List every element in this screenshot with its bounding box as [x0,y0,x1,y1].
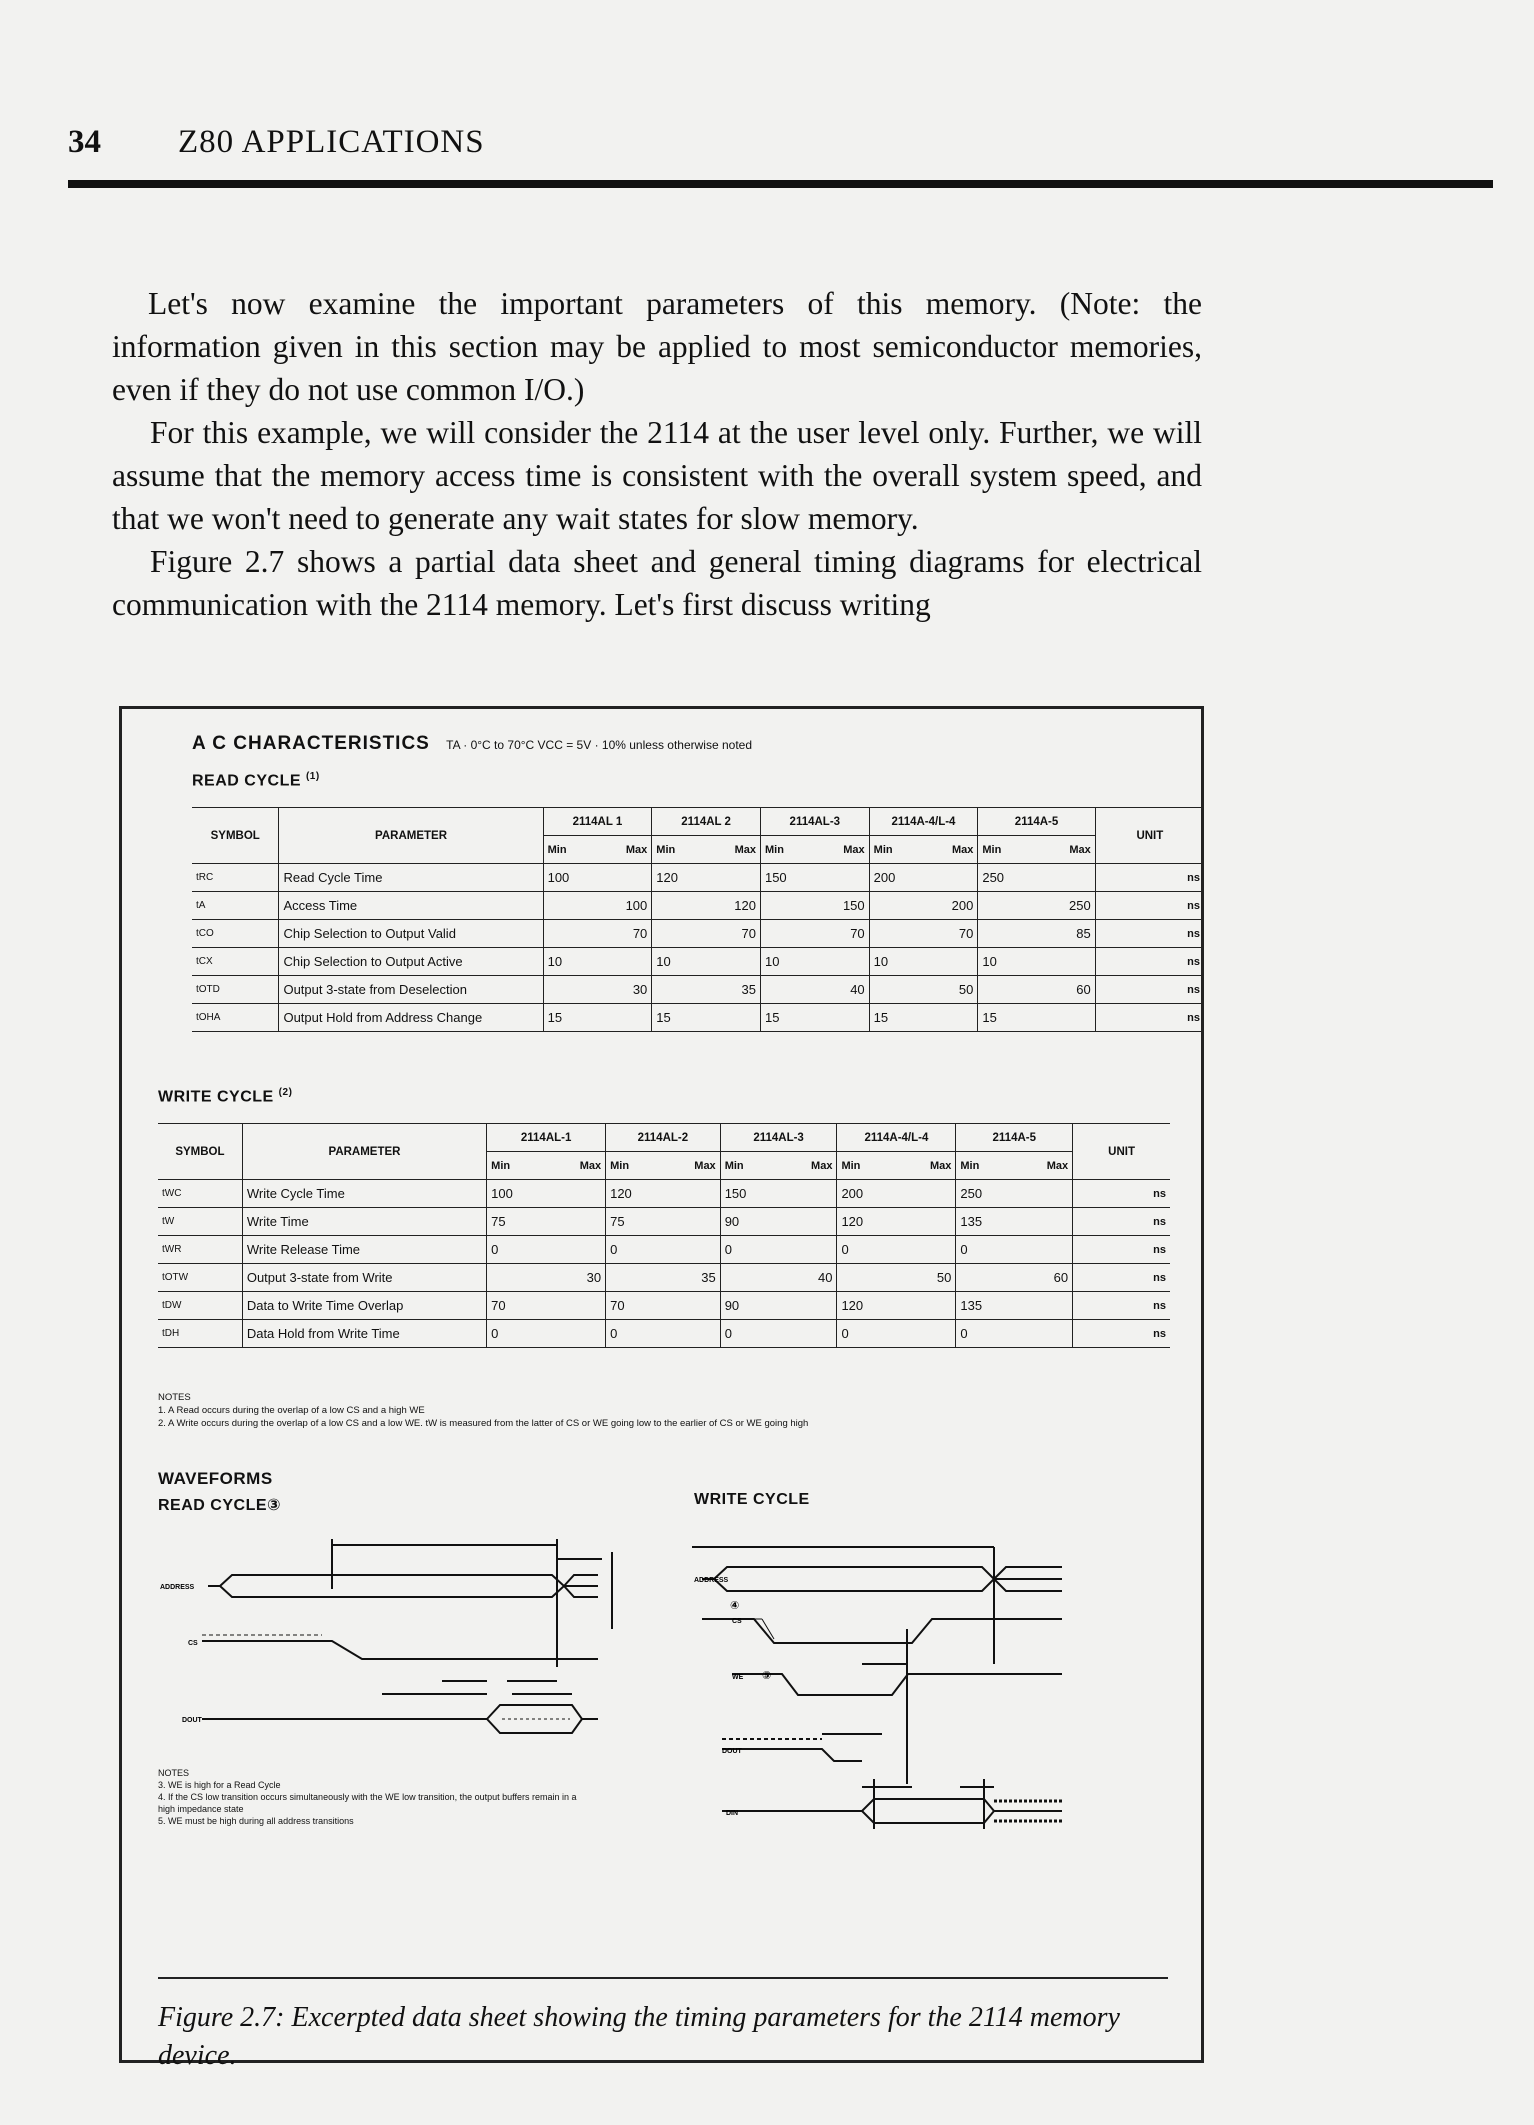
symbol-cell: tOHA [192,1004,279,1032]
symbol-cell: tRC [192,864,279,892]
wf-note: 3. WE is high for a Read Cycle [158,1780,281,1790]
wf-read-note-ref: ③ [267,1497,282,1514]
min-value: 10 [656,954,671,969]
write-cycle-note-ref: (2) [278,1087,293,1098]
parameter-cell: Read Cycle Time [279,864,543,892]
min-value: 135 [960,1214,983,1229]
paragraph: Figure 2.7 shows a partial data sheet and general timing diagrams for electrical communication with the 2114 memory. Let's first discuss writing [112,544,1202,622]
unit-cell: ns [1073,1320,1170,1348]
max-value: 250 [1069,898,1091,913]
min-value: 0 [960,1242,968,1257]
ac-title: A C CHARACTERISTICS [192,733,430,754]
min-value: 75 [610,1214,625,1229]
min-value: 90 [724,1298,740,1313]
min-value: 15 [547,1010,563,1025]
write-din-bus [722,1799,994,1823]
device-header: 2114A-5 [956,1124,1073,1152]
device-header: 2114AL-3 [760,808,869,836]
running-header-title: Z80 APPLICATIONS [178,124,485,160]
min-value: 15 [873,1010,889,1025]
body-text [112,282,1202,626]
device-header: 2114AL 1 [543,808,652,836]
max-value: 70 [958,926,974,941]
min-label: Min [982,843,1002,856]
table-notes-title: NOTES [158,1392,191,1403]
parameter-cell: Chip Selection to Output Valid [279,920,543,948]
page-number: 34 [68,124,101,160]
unit-cell: ns [1073,1208,1170,1236]
parameter-cell: Output 3-state from Write [242,1264,486,1292]
col-parameter: PARAMETER [279,808,543,864]
col-parameter: PARAMETER [242,1124,486,1180]
wf-note4-ref: ④ [730,1600,740,1612]
max-label: Max [843,843,865,856]
symbol-cell: tA [192,892,279,920]
max-value: 50 [958,982,974,997]
ac-conditions: TA · 0°C to 70°C VCC = 5V · 10% unless otherwise noted [446,738,752,752]
device-header: 2114A-5 [978,808,1095,836]
figure-caption: Figure 2.7: Excerpted data sheet showing the timing parameters for the 2114 memory device. [158,2002,1120,2071]
symbol-cell: tW [158,1208,242,1236]
max-value: 150 [842,898,865,913]
min-label: Min [724,1159,744,1172]
parameter-cell: Output 3-state from Deselection [279,976,543,1004]
waveform-notes [158,1767,588,1827]
wf-note: 5. WE must be high during all address transitions [158,1816,354,1826]
min-value: 150 [724,1186,747,1201]
col-unit: UNIT [1073,1124,1170,1180]
min-value: 100 [547,870,570,885]
caption-rule [158,1977,1168,1979]
min-value: 200 [841,1186,864,1201]
min-value: 75 [491,1214,506,1229]
max-value: 100 [625,898,648,913]
table-note: 2. A Write occurs during the overlap of a low CS and a low WE. tW is measured from the latter of CS or WE going low to the earlier of CS or WE going high [158,1418,809,1429]
wf-notes-title: NOTES [158,1768,190,1778]
max-value: 35 [741,982,756,997]
header-rule [68,180,1493,188]
symbol-cell: tCX [192,948,279,976]
unit-cell: ns [1073,1180,1170,1208]
min-value: 0 [491,1326,499,1341]
min-value: 0 [841,1326,849,1341]
min-value: 90 [724,1214,740,1229]
wf-note5-ref: ⑤ [762,1670,772,1682]
parameter-cell: Data Hold from Write Time [242,1320,486,1348]
max-value: 60 [1076,982,1091,997]
write-we-line [732,1674,1062,1695]
min-value: 120 [841,1214,864,1229]
min-value: 10 [873,954,889,969]
min-value: 200 [873,870,896,885]
symbol-cell: tWR [158,1236,242,1264]
max-label: Max [1046,1159,1069,1172]
min-label: Min [491,1159,511,1172]
max-label: Max [811,1159,833,1172]
wf-read-dout-label: DOUT [182,1717,202,1724]
max-label: Max [579,1159,602,1172]
wf-note: 4. If the CS low transition occurs simultaneously with the WE low transition, the output buffers remain in a high impedance state [158,1792,577,1814]
device-header: 2114AL-1 [487,1124,606,1152]
max-label: Max [694,1159,716,1172]
waveform-diagrams [122,709,1207,2066]
write-cs-line [702,1619,1062,1643]
write-dout-line [722,1749,862,1761]
min-value: 120 [610,1186,632,1201]
wf-write-title: WRITE CYCLE [694,1491,810,1508]
min-value: 0 [960,1326,968,1341]
min-value: 0 [841,1242,849,1257]
parameter-cell: Write Cycle Time [242,1180,486,1208]
max-label: Max [1069,843,1091,856]
min-value: 10 [547,954,563,969]
max-label: Max [929,1159,952,1172]
device-header: 2114AL 2 [652,808,761,836]
max-value: 70 [850,926,865,941]
min-value: 250 [982,870,1005,885]
min-label: Min [656,843,676,856]
unit-cell: ns [1073,1264,1170,1292]
min-value: 70 [610,1298,625,1313]
max-value: 70 [632,926,648,941]
min-value: 0 [491,1242,499,1257]
min-label: Min [610,1159,630,1172]
min-value: 70 [491,1298,506,1313]
min-value: 100 [491,1186,513,1201]
min-value: 135 [960,1298,983,1313]
min-label: Min [547,843,567,856]
max-value: 30 [586,1270,602,1285]
min-value: 120 [841,1298,864,1313]
max-value: 60 [1053,1270,1069,1285]
max-label: Max [625,843,648,856]
unit-cell: ns [1073,1292,1170,1320]
symbol-cell: tDH [158,1320,242,1348]
max-value: 85 [1076,926,1091,941]
max-value: 50 [936,1270,952,1285]
wf-write-dout-label: DOUT [722,1748,742,1755]
wf-read-title: READ CYCLE [158,1497,268,1514]
min-value: 10 [764,954,780,969]
parameter-cell: Write Time [242,1208,486,1236]
write-address-bus [714,1567,994,1591]
max-value: 200 [951,898,974,913]
min-value: 150 [764,870,787,885]
device-header: 2114A-4/L-4 [837,1124,956,1152]
min-value: 0 [724,1242,732,1257]
min-value: 0 [610,1242,618,1257]
waveforms-title: WAVEFORMS [158,1469,273,1488]
wf-read-address-label: ADDRESS [160,1584,195,1591]
max-value: 40 [850,982,865,997]
max-value: 70 [741,926,756,941]
min-value: 0 [610,1326,618,1341]
unit-cell: ns [1095,920,1204,948]
write-cycle-title: WRITE CYCLE [158,1088,274,1106]
min-label: Min [960,1159,980,1172]
wf-write-din-label: DIN [726,1810,739,1817]
unit-cell: ns [1095,948,1204,976]
min-value: 15 [982,1010,997,1025]
unit-cell: ns [1095,864,1204,892]
min-value: 120 [656,870,678,885]
min-label: Min [764,843,784,856]
device-header: 2114A-4/L-4 [869,808,978,836]
read-cs-line [202,1641,598,1659]
max-value: 30 [632,982,648,997]
min-value: 0 [724,1326,732,1341]
min-label: Min [841,1159,861,1172]
device-header: 2114AL-3 [720,1124,837,1152]
read-address-bus [220,1575,564,1597]
max-label: Max [951,843,974,856]
symbol-cell: tDW [158,1292,242,1320]
col-symbol: SYMBOL [158,1124,242,1180]
unit-cell: ns [1095,892,1204,920]
symbol-cell: tWC [158,1180,242,1208]
read-cycle-title: READ CYCLE [192,772,302,790]
figure-box [119,706,1204,2071]
symbol-cell: tOTW [158,1264,242,1292]
min-value: 15 [656,1010,671,1025]
min-value: 15 [764,1010,780,1025]
wf-write-address-label: ADDRESS [694,1577,729,1584]
max-value: 35 [701,1270,716,1285]
wf-read-cs-label: CS [188,1640,198,1647]
device-header: 2114AL-2 [606,1124,721,1152]
unit-cell: ns [1095,1004,1204,1032]
symbol-cell: tCO [192,920,279,948]
unit-cell: ns [1073,1236,1170,1264]
unit-cell: ns [1095,976,1204,1004]
symbol-cell: tOTD [192,976,279,1004]
max-value: 120 [734,898,756,913]
parameter-cell: Write Release Time [242,1236,486,1264]
wf-write-cs-label: CS [732,1618,742,1625]
max-value: 40 [817,1270,833,1285]
parameter-cell: Access Time [279,892,543,920]
table-note: 1. A Read occurs during the overlap of a low CS and a high WE [158,1405,425,1416]
paragraph: For this example, we will consider the 2114 at the user level only. Further, we will assume that the memory access time is consistent with the overall system speed, and that we won't need to generate any wait states for slow memory. [112,415,1202,536]
parameter-cell: Output Hold from Address Change [279,1004,543,1032]
min-label: Min [873,843,893,856]
wf-write-we-label: WE [732,1674,744,1681]
parameter-cell: Chip Selection to Output Active [279,948,543,976]
col-unit: UNIT [1095,808,1204,864]
read-cycle-note-ref: (1) [305,771,320,782]
max-label: Max [734,843,756,856]
parameter-cell: Data to Write Time Overlap [242,1292,486,1320]
min-value: 10 [982,954,997,969]
col-symbol: SYMBOL [192,808,279,864]
min-value: 250 [960,1186,983,1201]
paragraph: Let's now examine the important parameters of this memory. (Note: the information given in this section may be applied to most semiconductor memories, even if they do not use common I/O.) [112,286,1202,407]
